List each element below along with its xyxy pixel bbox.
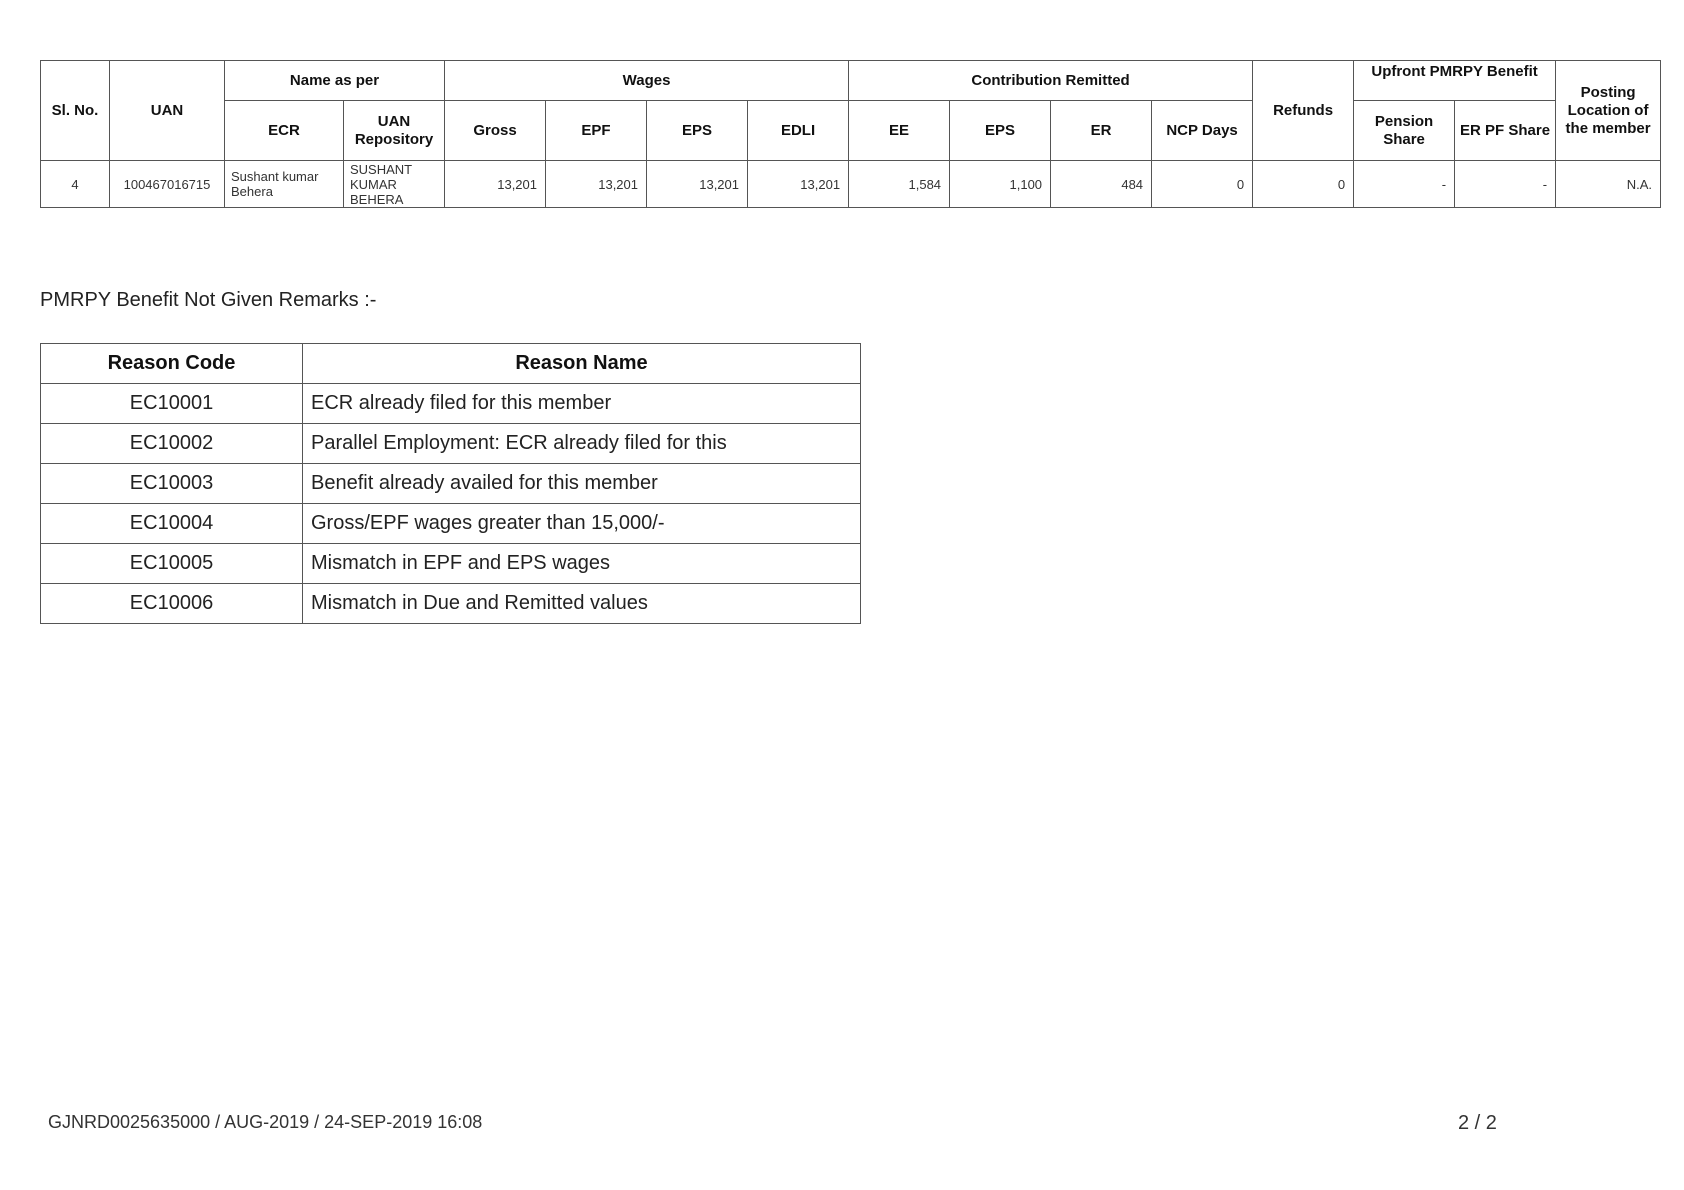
header-epf: EPF — [546, 101, 647, 161]
header-ee: EE — [849, 101, 950, 161]
cell-sl-no: 4 — [41, 161, 110, 208]
header-name-as-per: Name as per — [225, 61, 445, 101]
header-uan: UAN — [110, 61, 225, 161]
cell-refunds: 0 — [1253, 161, 1354, 208]
header-uan-repository: UAN Repository — [344, 101, 445, 161]
header-contribution-remitted: Contribution Remitted — [849, 61, 1253, 101]
table-row — [41, 504, 861, 544]
remarks-heading: PMRPY Benefit Not Given Remarks :- — [40, 289, 377, 311]
reason-code: EC10003 — [41, 464, 303, 504]
reason-name: ECR already filed for this member — [303, 384, 861, 424]
reason-code: EC10001 — [41, 384, 303, 424]
header-sl-no: Sl. No. — [41, 61, 110, 161]
reason-code: EC10005 — [41, 544, 303, 584]
header-pension-share: Pension Share — [1354, 101, 1455, 161]
reason-name: Mismatch in Due and Remitted values — [303, 584, 861, 624]
header-upfront-pmrpy-benefit: Upfront PMRPY Benefit — [1354, 61, 1556, 101]
header-ncp-days: NCP Days — [1152, 101, 1253, 161]
cell-pension-share: - — [1354, 161, 1455, 208]
cell-edli: 13,201 — [748, 161, 849, 208]
header-gross: Gross — [445, 101, 546, 161]
header-ecr: ECR — [225, 101, 344, 161]
table-row — [41, 424, 861, 464]
table-row — [41, 384, 861, 424]
cell-posting-location: N.A. — [1556, 161, 1661, 208]
header-eps: EPS — [647, 101, 748, 161]
header-posting-location: Posting Location of the member — [1556, 61, 1661, 161]
header-reason-name: Reason Name — [303, 344, 861, 384]
cell-name-ecr: Sushant kumar Behera — [225, 161, 344, 208]
cell-eps-contribution: 1,100 — [950, 161, 1051, 208]
cell-uan: 100467016715 — [110, 161, 225, 208]
reason-code: EC10006 — [41, 584, 303, 624]
reason-name: Mismatch in EPF and EPS wages — [303, 544, 861, 584]
cell-ncp-days: 0 — [1152, 161, 1253, 208]
cell-er: 484 — [1051, 161, 1152, 208]
cell-ee: 1,584 — [849, 161, 950, 208]
header-reason-code: Reason Code — [41, 344, 303, 384]
table-row — [41, 584, 861, 624]
cell-epf: 13,201 — [546, 161, 647, 208]
header-er: ER — [1051, 101, 1152, 161]
reason-code-table — [40, 343, 861, 624]
cell-gross: 13,201 — [445, 161, 546, 208]
header-refunds: Refunds — [1253, 61, 1354, 161]
reason-name: Gross/EPF wages greater than 15,000/- — [303, 504, 861, 544]
page-number: 2 / 2 — [1458, 1112, 1497, 1134]
cell-er-pf-share: - — [1455, 161, 1556, 208]
reason-code: EC10002 — [41, 424, 303, 464]
header-wages: Wages — [445, 61, 849, 101]
reason-name: Benefit already availed for this member — [303, 464, 861, 504]
table-row — [41, 464, 861, 504]
header-eps-contribution: EPS — [950, 101, 1051, 161]
header-er-pf-share: ER PF Share — [1455, 101, 1556, 161]
header-edli: EDLI — [748, 101, 849, 161]
cell-name-uan: SUSHANT KUMAR BEHERA — [344, 161, 445, 208]
table-row — [41, 544, 861, 584]
footer-reference: GJNRD0025635000 / AUG-2019 / 24-SEP-2019 16:08 — [48, 1112, 483, 1132]
cell-eps: 13,201 — [647, 161, 748, 208]
table-row — [41, 161, 1661, 208]
reason-code: EC10004 — [41, 504, 303, 544]
contribution-table — [40, 60, 1661, 208]
reason-name: Parallel Employment: ECR already filed for this — [303, 424, 861, 464]
